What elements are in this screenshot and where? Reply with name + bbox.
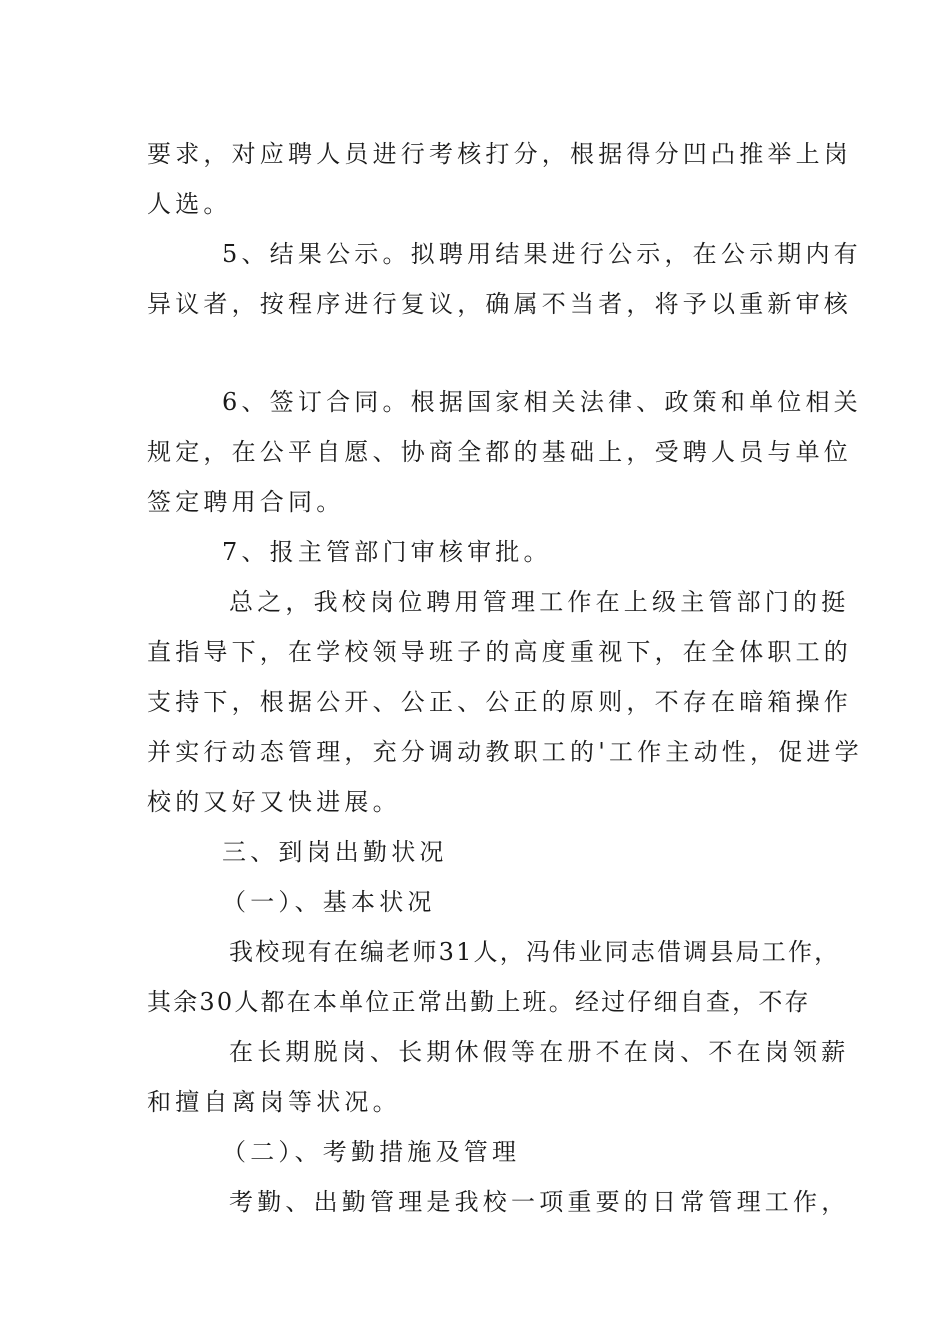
paragraph-line: 总之，我校岗位聘用管理工作在上级主管部门的挺 [229,588,850,616]
paragraph-line: 直指导下，在学校领导班子的高度重视下，在全体职工的 [147,638,852,666]
paragraph-line: 并实行动态管理，充分调动教职工的'工作主动性，促进学 [147,738,863,766]
paragraph-line: 考勤、出勤管理是我校一项重要的日常管理工作， [229,1188,850,1216]
paragraph-line: 签定聘用合同。 [147,488,345,516]
paragraph-line: 和擅自离岗等状况。 [147,1088,401,1116]
paragraph-line: 我校现有在编老师31人，冯伟业同志借调县局工作， [229,938,841,966]
paragraph-line: 规定，在公平自愿、协商全都的基础上，受聘人员与单位 [147,438,852,466]
paragraph-line: 在长期脱岗、长期休假等在册不在岗、不在岗领薪 [229,1038,850,1066]
paragraph-line: 其余30人都在本单位正常出勤上班。经过仔细自查，不存 [147,988,811,1016]
section-heading: 三、到岗出勤状况 [222,838,448,866]
subsection-heading: （一）、基本状况 [222,888,436,916]
paragraph-line: 5、结果公示。拟聘用结果进行公示，在公示期内有 [222,240,862,268]
paragraph-line: 7、报主管部门审核审批。 [222,538,552,566]
paragraph-line: 人选。 [147,190,232,218]
paragraph-line: 6、签订合同。根据国家相关法律、政策和单位相关 [222,388,862,416]
paragraph-line: 校的又好又快进展。 [147,788,401,816]
subsection-heading: （二）、考勤措施及管理 [222,1138,521,1166]
paragraph-line: 异议者，按程序进行复议，确属不当者，将予以重新审核 [147,290,852,318]
paragraph-line: 支持下，根据公开、公正、公正的原则，不存在暗箱操作 [147,688,852,716]
paragraph-line: 要求，对应聘人员进行考核打分，根据得分凹凸推举上岗 [147,140,852,168]
